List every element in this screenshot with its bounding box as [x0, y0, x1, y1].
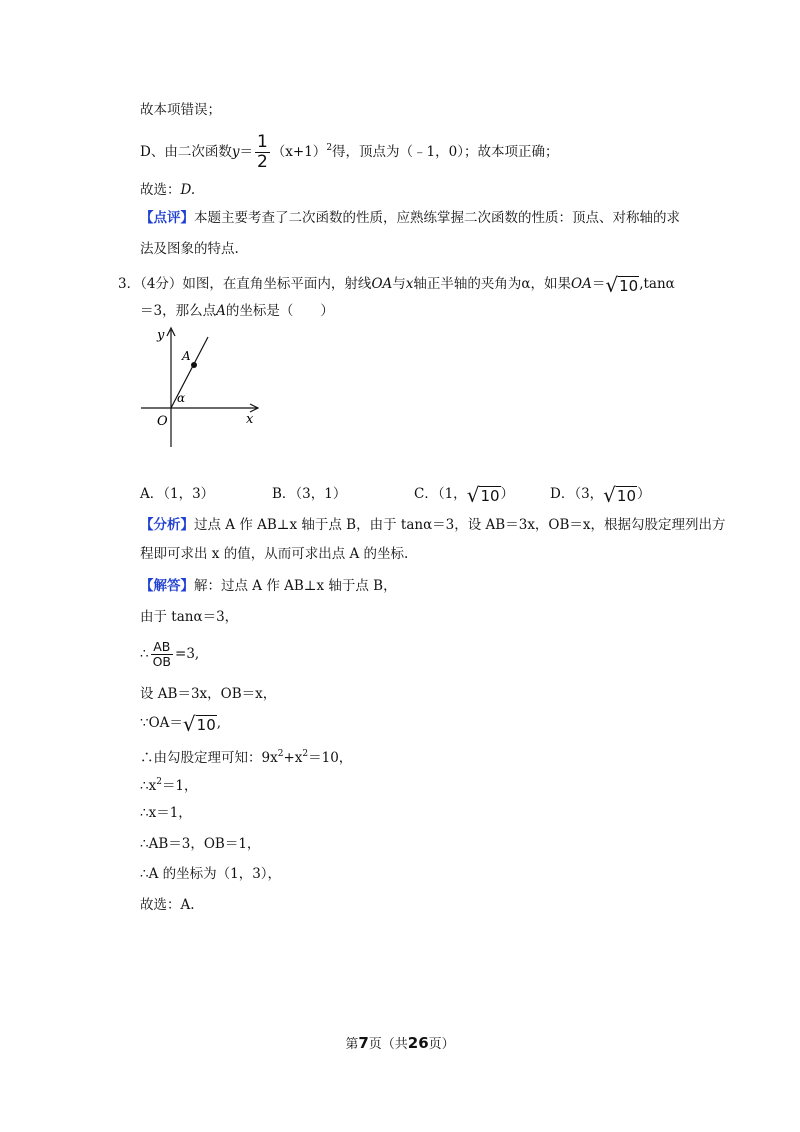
solution-step-5-mid: +x	[283, 750, 303, 766]
solution-sqrt	[183, 714, 217, 734]
solution-step-7: ∴x＝1，	[140, 805, 192, 821]
solution-step-6-post: ＝1，	[161, 778, 198, 794]
x-axis-label: x	[246, 412, 254, 427]
sqrt-argument: 10	[480, 487, 500, 505]
fraction-numerator: 1	[256, 132, 268, 152]
footer-total-pages: 26	[407, 1034, 429, 1052]
question-line1-mid2: 轴正半轴的夹角为α，如果	[413, 276, 572, 292]
prev-d-eq: ＝	[239, 144, 253, 160]
question-line1-mid: 与	[392, 276, 406, 292]
analysis-text1: 过点 A 作 AB⊥x 轴于点 B，由于 tanα＝3，设 AB＝3x，OB＝x，根据勾股定理列出方	[194, 517, 726, 533]
solution-step-6-pre: ∴x	[140, 778, 157, 794]
solution-intro	[140, 576, 397, 596]
radical-sign: √	[182, 712, 196, 736]
solution-step-5-post: ＝10，	[308, 750, 353, 766]
solution-step-4-pre: ∵OA＝	[140, 715, 183, 731]
question-number: 3．	[118, 276, 141, 292]
solution-step-5	[140, 744, 352, 768]
solution-step-2-post: =3,	[175, 646, 200, 662]
prev-comment-line1	[140, 208, 680, 228]
sqrt-argument: 10	[196, 716, 216, 734]
option-d-sqrt	[603, 485, 637, 505]
angle-label: α	[177, 391, 186, 405]
prev-d-fraction	[255, 134, 270, 171]
prev-d-paren: （x+1）	[271, 144, 327, 160]
option-b-value: （3，1）	[295, 486, 347, 502]
prev-comment-line2: 法及图象的特点.	[140, 241, 239, 257]
var-x: x	[405, 276, 414, 292]
option-b	[272, 484, 346, 504]
option-d-pre: （3，	[574, 486, 604, 502]
prev-answer	[140, 180, 195, 200]
fraction-numerator: AB	[151, 641, 173, 656]
page-footer	[0, 1034, 800, 1054]
solution-step-8: ∴AB＝3，OB＝1，	[140, 836, 261, 852]
question-line2-post: 的坐标是（ ）	[225, 303, 334, 319]
option-c-label: C．	[414, 486, 438, 502]
sqrt-argument: 10	[619, 277, 639, 295]
point-a-label: A	[182, 349, 191, 363]
prev-option-d	[140, 134, 558, 171]
var-a: A	[216, 303, 226, 319]
analysis-line1	[140, 515, 726, 535]
prev-d-pre: D、由二次函数	[140, 144, 232, 160]
solution-step-4	[140, 713, 221, 734]
origin-label: O	[157, 414, 168, 429]
comment-text1: 本题主要考查了二次函数的性质，应熟练掌握二次函数的性质：顶点、对称轴的求	[194, 210, 680, 226]
question-line1	[118, 274, 675, 295]
therefore-symbol: ∴	[140, 646, 149, 662]
question-line1-pre: （4分）如图，在直角坐标平面内，射线	[140, 276, 372, 292]
footer-page-number: 7	[358, 1034, 369, 1052]
footer-pre: 第	[345, 1037, 359, 1052]
solution-step-10: 故选：A.	[140, 897, 195, 913]
footer-mid: 页（共	[368, 1037, 408, 1052]
solution-step-4-post: ,	[216, 715, 222, 731]
prev-answer-value: D.	[180, 182, 196, 198]
prev-d-exponent: 2	[326, 143, 333, 153]
option-c-sqrt	[467, 485, 501, 505]
option-a-value: （1，3）	[163, 486, 215, 502]
point-a	[191, 362, 197, 368]
var-oa: OA	[371, 276, 393, 292]
exponent: 2	[156, 777, 162, 787]
solution-step-1: 由于 tanα＝3，	[140, 609, 239, 625]
option-c-post: ）	[500, 486, 515, 502]
question-line2-pre: ＝3，那么点	[140, 303, 217, 319]
option-a-label: A．	[140, 486, 164, 502]
coordinate-figure	[136, 322, 266, 454]
option-c	[414, 484, 514, 505]
prev-d-y: y	[231, 144, 240, 160]
solution-step-5-pre: ∴由勾股定理可知：9x	[140, 750, 278, 766]
analysis-tag: 【分析】	[140, 517, 194, 533]
solution-step-6	[140, 772, 198, 796]
sqrt-10	[605, 275, 639, 295]
equals-sign: ＝	[591, 276, 606, 292]
option-d-label: D．	[550, 486, 575, 502]
exponent: 2	[302, 749, 309, 759]
question-line1-post: ,tanα	[639, 276, 675, 292]
solution-step-9: ∴A 的坐标为（1，3），	[140, 866, 282, 882]
option-d-post: ）	[637, 486, 651, 502]
option-a	[140, 484, 214, 504]
solution-intro-text: 解：过点 A 作 AB⊥x 轴于点 B，	[194, 578, 397, 594]
radical-sign: √	[466, 483, 480, 507]
fraction-denominator: 2	[256, 152, 268, 172]
solution-tag: 【解答】	[140, 578, 194, 594]
comment-tag: 【点评】	[140, 210, 194, 226]
ab-over-ob-fraction	[151, 638, 173, 669]
option-b-label: B．	[272, 486, 296, 502]
option-d	[550, 484, 651, 505]
option-c-pre: （1，	[437, 486, 467, 502]
solution-step-2	[140, 640, 199, 669]
radical-sign: √	[605, 273, 619, 297]
radical-sign: √	[603, 483, 616, 507]
prev-answer-pre: 故选：	[140, 182, 181, 198]
var-oa-2: OA	[571, 276, 592, 292]
y-axis-label: y	[157, 328, 165, 343]
question-line2	[140, 301, 334, 321]
analysis-line2: 程即可求出 x 的值，从而可求出点 A 的坐标.	[140, 546, 409, 562]
footer-post: 页）	[428, 1037, 455, 1052]
sqrt-argument: 10	[616, 487, 637, 505]
solution-step-3: 设 AB＝3x，OB＝x，	[140, 686, 277, 702]
fraction-denominator: OB	[152, 654, 172, 669]
exponent: 2	[277, 749, 284, 759]
prev-line-conclusion: 故本项错误；	[140, 102, 221, 118]
prev-d-post: 得，顶点为（﹣1，0）；故本项正确；	[332, 144, 559, 160]
